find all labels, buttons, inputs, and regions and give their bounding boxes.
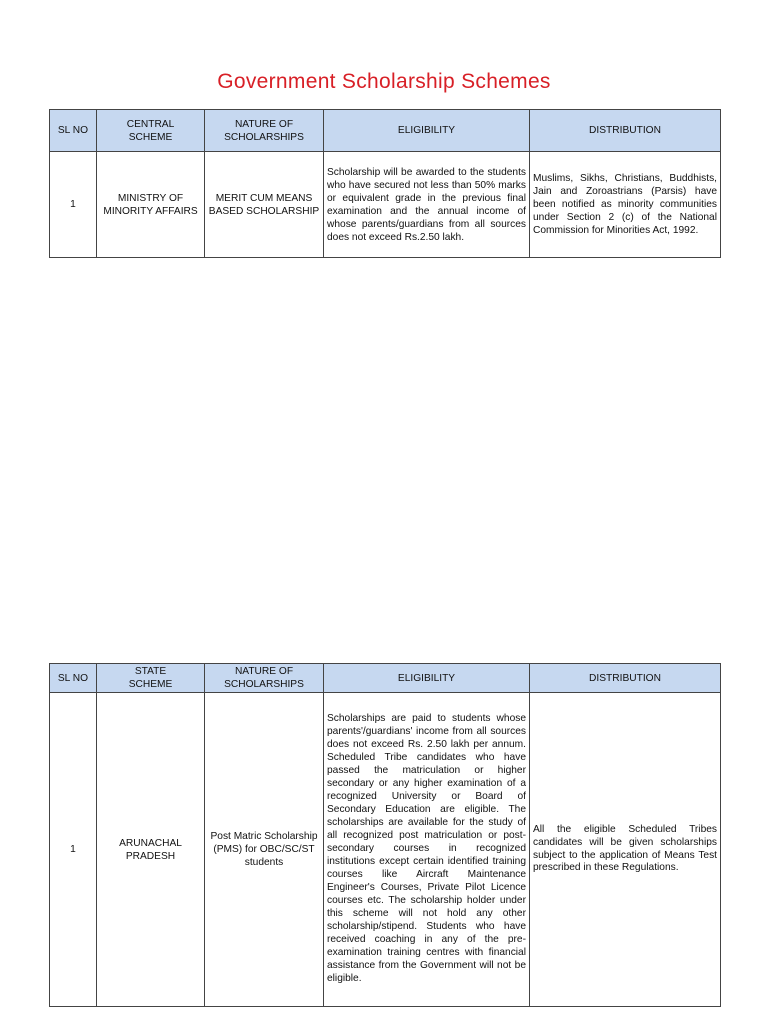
header-nature-of-scholarships [205, 110, 324, 152]
table-row [50, 693, 721, 1007]
distribution-cell: Muslims, Sikhs, Christians, Buddhists, Jain and Zoroastrians (Parsis) have been notified as minority communities under Section 2 (c) of the National Commission for Minorities Act, 1992. [530, 152, 721, 258]
sl-no-cell: 1 [50, 693, 97, 1007]
header-eligibility: ELIGIBILITY [324, 110, 530, 152]
nature-cell: Post Matric Scholarship (PMS) for OBC/SC/ST students [205, 693, 324, 1007]
state-scheme-table [49, 663, 721, 1007]
header-line: NATURE OF SCHOLARSHIPS [224, 666, 304, 690]
sl-no-cell: 1 [50, 152, 97, 258]
header-state-scheme [97, 664, 205, 693]
scheme-cell: ARUNACHAL PRADESH [97, 693, 205, 1007]
scheme-cell: MINISTRY OF MINORITY AFFAIRS [97, 152, 205, 258]
header-sl-no: SL NO [50, 110, 97, 152]
nature-cell: MERIT CUM MEANS BASED SCHOLARSHIP [205, 152, 324, 258]
table-header-row [50, 110, 721, 152]
central-scheme-table [49, 109, 721, 258]
header-line: STATE SCHEME [128, 666, 173, 690]
header-distribution: DISTRIBUTION [530, 664, 721, 693]
table-header-row [50, 664, 721, 693]
header-line: NATURE OF SCHOLARSHIPS [224, 118, 304, 143]
header-central-scheme [97, 110, 205, 152]
eligibility-cell: Scholarship will be awarded to the students who have secured not less than 50% marks or equivalent grade in the previous final examination and the annual income of whose parents/guardians from all sources does not exceed Rs.2.50 lakh. [324, 152, 530, 258]
header-line: CENTRAL SCHEME [126, 118, 175, 143]
eligibility-cell: Scholarships are paid to students whose parents'/guardians' income from all sources does not exceed Rs. 2.50 lakh per annum. Scheduled Tribe candidates who have passed the matriculation or higher secondary or any higher examination of a recognized University or Board of Secondary Education are eligible. The scholarships are available for the study of all recognized post matriculation or post-secondary courses in recognized institutions except certain identified training courses like Aircraft Maintenance Engineer's Courses, Private Pilot Licence courses etc. The scholarship holder under this scheme will not hold any other scholarship/stipend. Students who have received coaching in any of the pre-examination training centres with financial assistance from the Government will not be eligible. [324, 693, 530, 1007]
page-title: Government Scholarship Schemes [217, 70, 551, 93]
header-sl-no: SL NO [50, 664, 97, 693]
header-nature-of-scholarships [205, 664, 324, 693]
distribution-cell: All the eligible Scheduled Tribes candidates will be given scholarships subject to the application of Means Test prescribed in these Regulations. [530, 693, 721, 1007]
header-distribution: DISTRIBUTION [530, 110, 721, 152]
table-row [50, 152, 721, 258]
header-eligibility: ELIGIBILITY [324, 664, 530, 693]
